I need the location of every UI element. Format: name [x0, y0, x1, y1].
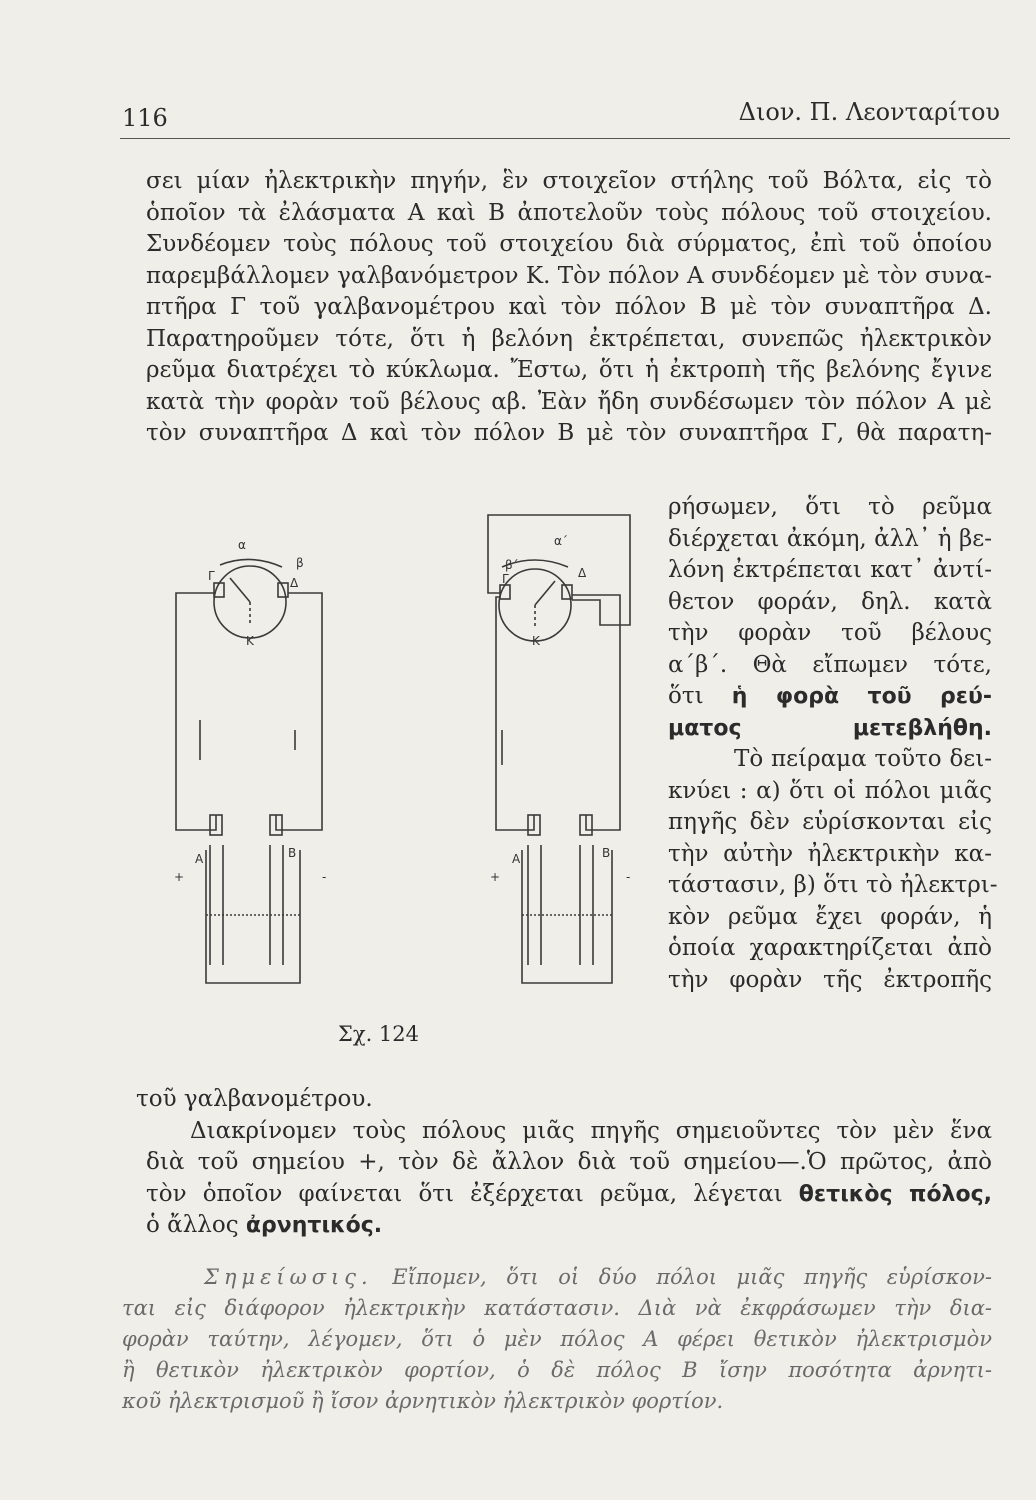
- text-line: Τὸ πείραμα τοῦτο δει-: [734, 746, 992, 772]
- text-line: κὸν ρεῦμα ἔχει φοράν, ἡ: [668, 903, 992, 930]
- label-gamma-right: Γ: [502, 572, 509, 586]
- galvanometer-circuit-diagram: [150, 505, 650, 1045]
- label-delta-right: Δ: [578, 566, 587, 580]
- figure-124: [150, 505, 650, 1045]
- note-line: ἢ θετικὸν ἠλεκτρικὸν φορτίον, ὁ δὲ πόλος Β ἴσην ποσότητα ἀρνητι-: [122, 1358, 992, 1382]
- text-line: ρεῦμα διατρέχει τὸ κύκλωμα. Ἔστω, ὅτι ἡ ἐκτροπὴ τῆς βελόνης ἔγινε: [146, 357, 992, 383]
- text-line: παρεμβάλλομεν γαλβανόμετρον Κ. Τὸν πόλον Α συνδέομεν μὲ τὸν συνα-: [146, 262, 992, 289]
- text-line: ὁποῖον τὰ ἐλάσματα Α καὶ Β ἀποτελοῦν τοὺς πόλους τοῦ στοιχείου.: [146, 199, 992, 226]
- text-line: πηγῆς δὲν εὑρίσκονται εἰς: [668, 809, 992, 835]
- text-line: τὴν φορὰν τοῦ βέλους: [668, 620, 992, 646]
- text-line: διὰ τοῦ σημείου +, τὸν δὲ ἄλλον διὰ τοῦ σημείου—.Ὁ πρῶτος, ἀπὸ: [146, 1149, 992, 1175]
- label-B: Β: [288, 846, 297, 860]
- text-line: τὸν συναπτῆρα Δ καὶ τὸν πόλον Β μὲ τὸν συναπτῆρα Γ, θὰ παρατη-: [146, 420, 992, 446]
- label-gamma: Γ: [208, 569, 215, 583]
- label-A-right: Α: [512, 852, 521, 866]
- label-minus-right: -: [626, 870, 631, 884]
- text-line: λόνη ἐκτρέπεται κατ᾽ ἀντί-: [668, 557, 992, 583]
- note-line: ται εἰς διάφορον ἠλεκτρικὴν κατάστασιν. Διὰ νὰ ἐκφράσωμεν τὴν δια-: [122, 1296, 992, 1320]
- header-rule: [120, 138, 1010, 139]
- term-negative-pole: ἀρνητικός.: [245, 1213, 383, 1238]
- label-minus: -: [322, 870, 327, 884]
- emphasis-text: ἡ φορὰ τοῦ ρεύ-: [731, 684, 993, 709]
- figure-caption: Σχ. 124: [338, 1022, 420, 1046]
- note-line: φορὰν ταύτην, λέγομεν, ὅτι ὁ μὲν πόλος Α φέρει θετικὸν ἠλεκτρισμὸν: [122, 1327, 992, 1351]
- text-line: Παρατηροῦμεν τότε, ὅτι ἡ βελόνη ἐκτρέπεται, συνεπῶς ἠλεκτρικὸν: [146, 325, 992, 352]
- label-kappa-right: Κ: [532, 634, 540, 648]
- label-beta: β: [296, 556, 304, 570]
- label-alpha-prime: α΄: [554, 534, 568, 548]
- text-line: σει μίαν ἠλεκτρικὴν πηγήν, ἓν στοιχεῖον στήλης τοῦ Βόλτα, εἰς τὸ: [146, 168, 992, 194]
- text-line: ὁποία χαρακτηρίζεται ἀπὸ: [668, 935, 992, 961]
- label-alpha: α: [238, 538, 246, 552]
- text-line: Συνδέομεν τοὺς πόλους τοῦ στοιχείου διὰ σύρματος, ἐπὶ τοῦ ὁποίου: [146, 231, 992, 257]
- text-line: κατὰ τὴν φορὰν τοῦ βέλους αβ. Ἐὰν ἤδη συνδέσωμεν τὸν πόλον Α μὲ: [146, 388, 992, 415]
- note-line: [122, 1262, 992, 1293]
- paragraph-continuation: [136, 1084, 992, 1242]
- term-positive-pole: θετικὸς πόλος,: [798, 1181, 992, 1207]
- note-lead: Σημείωσις.: [204, 1265, 373, 1289]
- paragraph-top: [146, 166, 992, 450]
- side-column: [668, 492, 998, 996]
- label-B-right: Β: [602, 846, 611, 860]
- label-beta-prime: β΄: [505, 558, 519, 572]
- text-line: διέρχεται ἀκόμη, ἀλλ᾽ ἡ βε-: [668, 525, 992, 552]
- label-delta: Δ: [290, 576, 299, 590]
- label-plus-right: +: [490, 870, 501, 884]
- text-segment: τὸν ὁποῖον φαίνεται ὅτι ἐξέρχεται ρεῦμα, λέγεται: [146, 1180, 783, 1207]
- text-line: [146, 1179, 992, 1211]
- text-line: τὴν φορὰν τῆς ἐκτροπῆς: [668, 966, 992, 993]
- emphasis-prefix: ὅτι: [668, 683, 704, 709]
- label-A: Α: [195, 852, 204, 866]
- label-plus: +: [174, 870, 185, 884]
- label-kappa: Κ: [246, 634, 254, 648]
- text-line: ρήσωμεν, ὅτι τὸ ρεῦμα: [668, 494, 992, 520]
- emphasis-text-end: ματος μετεβλήθη.: [668, 715, 992, 741]
- text-segment: ὁ ἄλλος: [146, 1212, 239, 1238]
- text-line: τὴν αὐτὴν ἠλεκτρικὴν κα-: [668, 840, 992, 867]
- note-block: [122, 1262, 992, 1417]
- note-text: Εἴπομεν, ὅτι οἱ δύο πόλοι μιᾶς πηγῆς εὑρίσκον-: [392, 1265, 992, 1289]
- text-line: α΄β΄. Θὰ εἴπωμεν τότε,: [668, 651, 992, 678]
- note-line: κοῦ ἠλεκτρισμοῦ ἢ ἴσον ἀρνητικὸν ἠλεκτρικὸν φορτίον.: [122, 1389, 724, 1413]
- text-line: τοῦ γαλβανομέτρου.: [136, 1086, 373, 1112]
- running-head: Διον. Π. Λεονταρίτου: [738, 98, 1000, 126]
- text-line: τάστασιν, β) ὅτι τὸ ἠλεκτρι-: [668, 872, 998, 898]
- text-line: Διακρίνομεν τοὺς πόλους μιᾶς πηγῆς σημειοῦντες τὸν μὲν ἕνα: [190, 1117, 992, 1144]
- text-line: πτῆρα Γ τοῦ γαλβανομέτρου καὶ τὸν πόλον Β μὲ τὸν συναπτῆρα Δ.: [146, 294, 992, 320]
- text-line: [146, 1210, 992, 1242]
- text-line: κνύει : α) ὅτι οἱ πόλοι μιᾶς: [668, 777, 992, 804]
- text-line: θετον φοράν, δηλ. κατὰ: [668, 588, 992, 615]
- page-number: 116: [122, 104, 168, 132]
- emphasis-line: [668, 681, 992, 713]
